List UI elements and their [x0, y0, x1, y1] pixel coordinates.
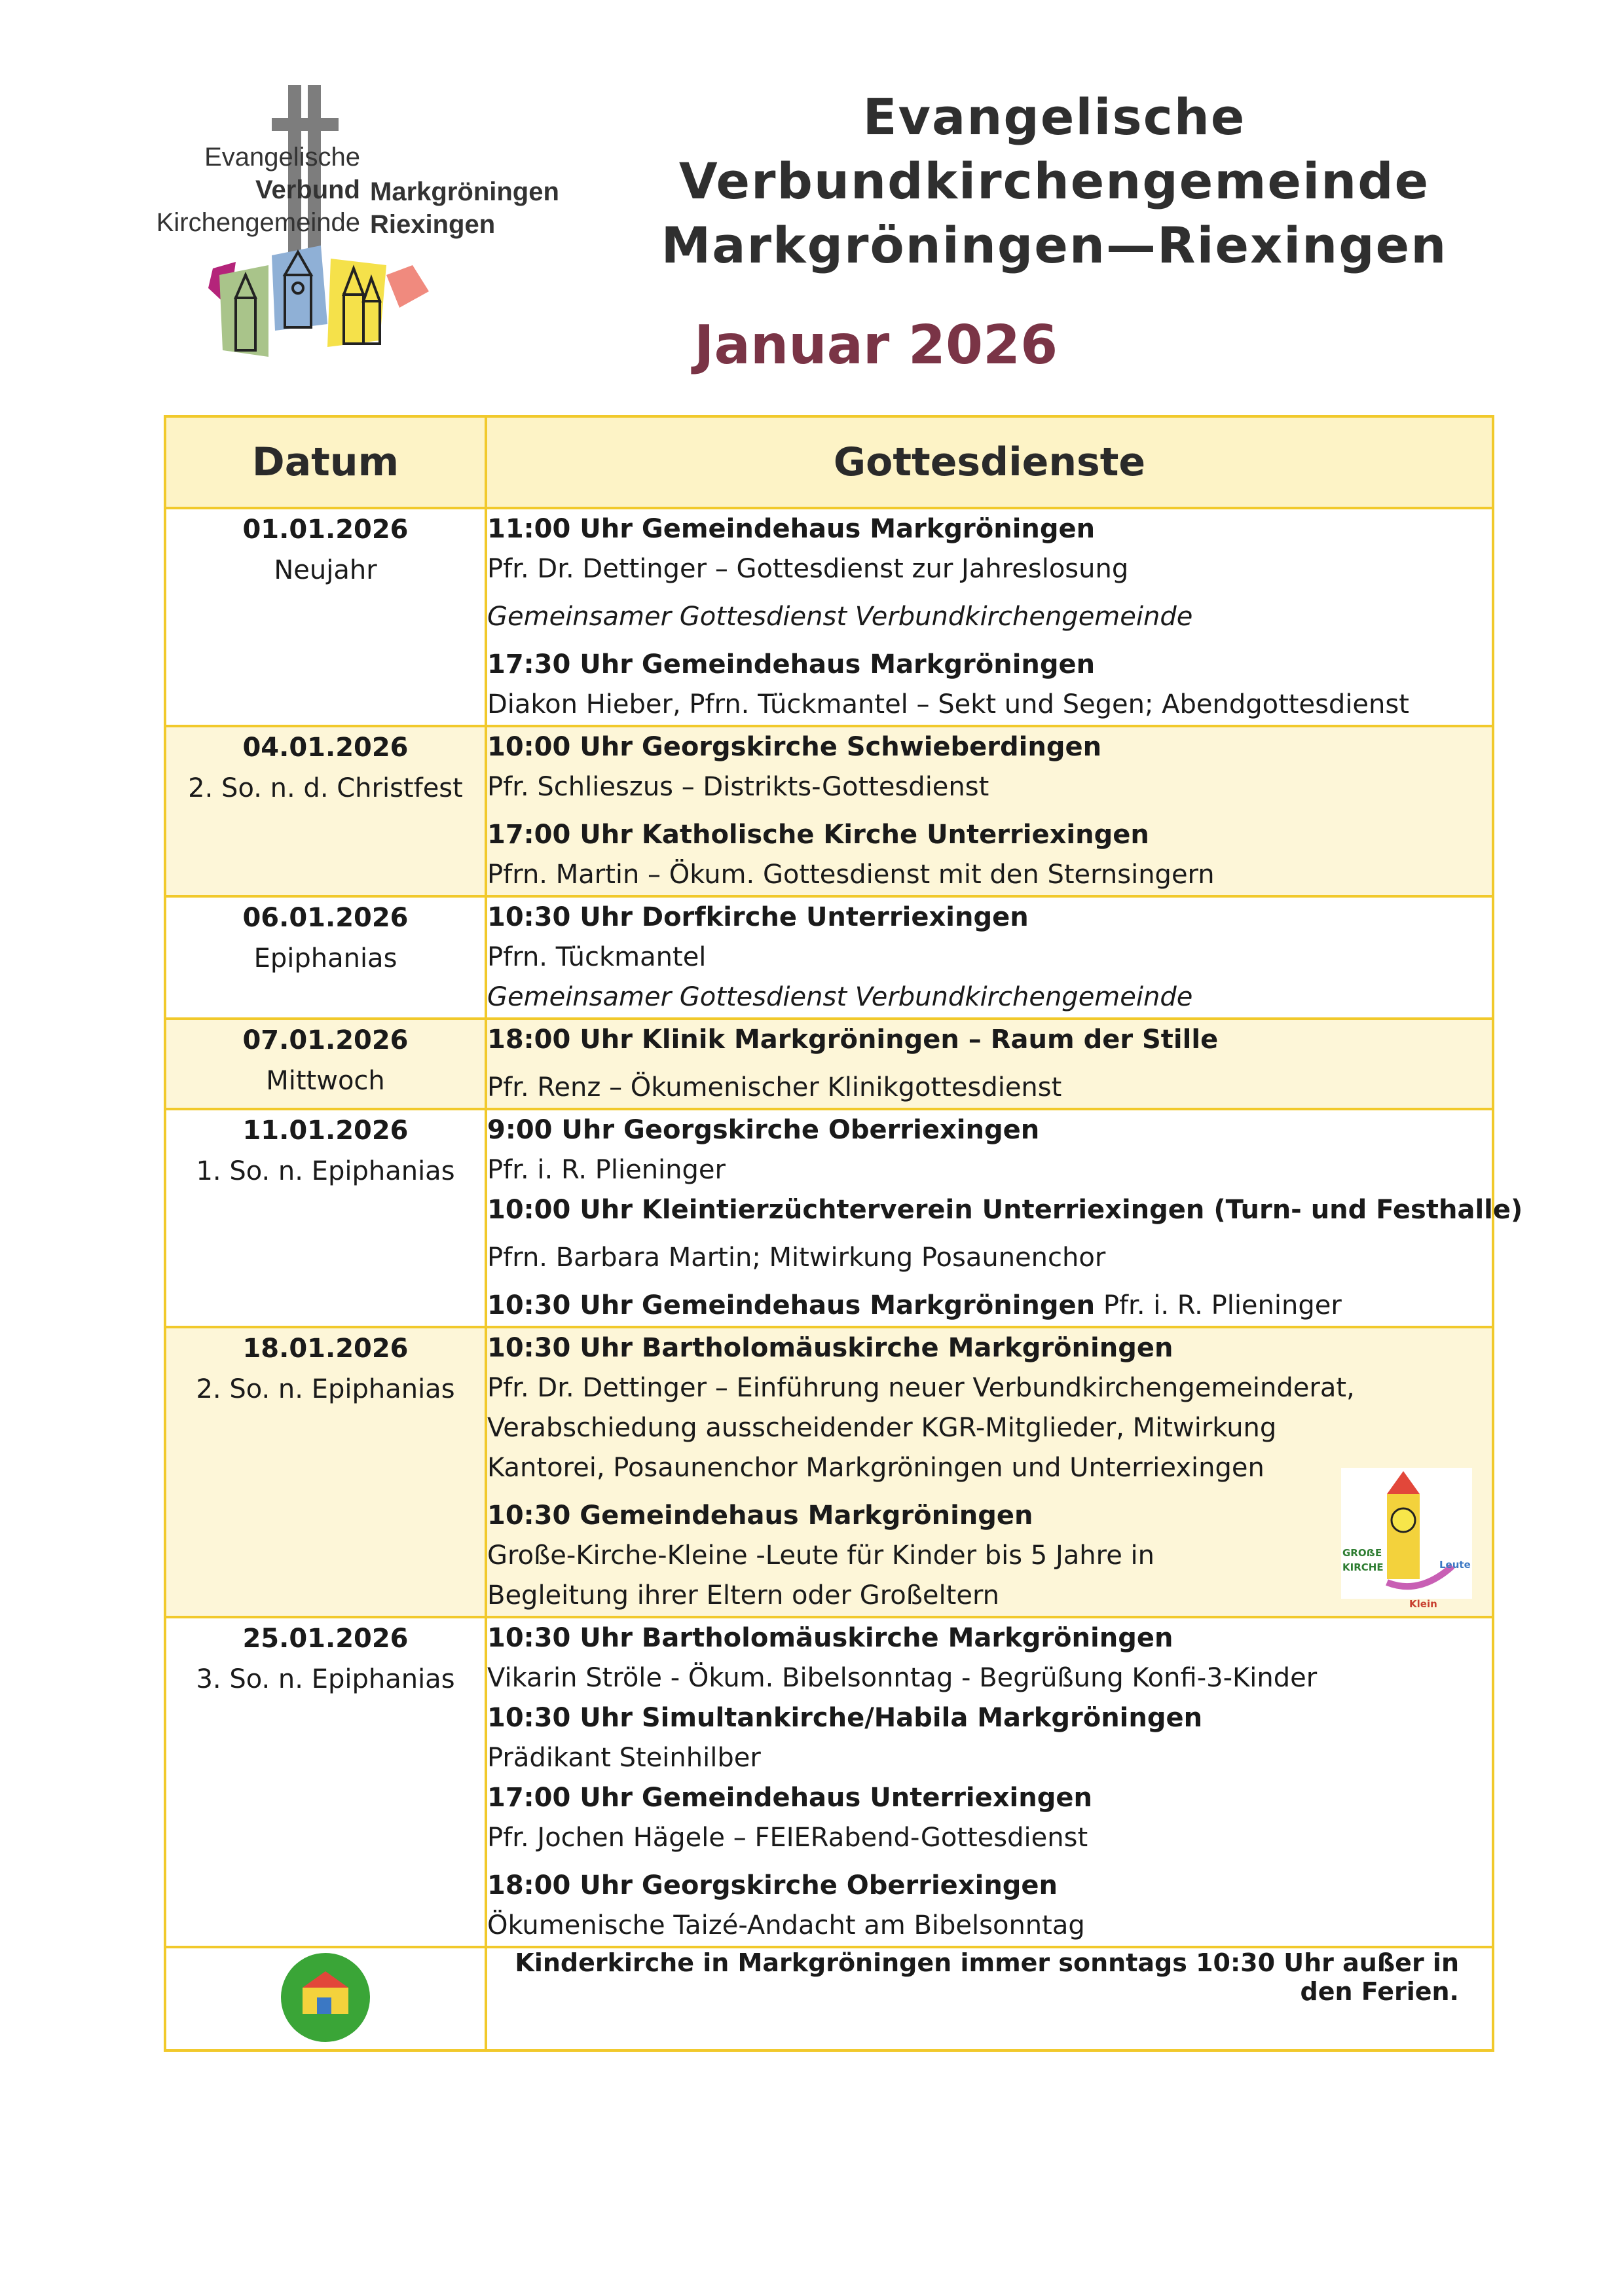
service-text: 18:00 Uhr Klinik Markgröningen – Raum der Stille [487, 1025, 1219, 1055]
service-text: Große-Kirche-Kleine -Leute für Kinder bis 5 Jahre in [487, 1540, 1154, 1571]
service-text: 11:00 Uhr Gemeindehaus Markgröningen [487, 514, 1096, 544]
service-heading [487, 815, 1492, 855]
service-text: Ökumenische Taizé-Andacht am Bibelsonntag [487, 1910, 1085, 1941]
logo-line-markgroeningen: Markgröningen [370, 177, 559, 206]
date-cell [165, 1019, 486, 1109]
service-text: Pfr. i. R. Plieninger [487, 1155, 726, 1185]
service-heading [487, 1866, 1492, 1906]
service-detail [487, 767, 1492, 807]
table-row [165, 896, 1493, 1019]
title-line-3: Markgröningen—Riexingen [661, 216, 1448, 274]
logo-line-riexingen: Riexingen [370, 210, 496, 239]
service-date: 01.01.2026 [242, 515, 409, 545]
service-text: 9:00 Uhr Georgskirche Oberriexingen [487, 1115, 1040, 1145]
service-text: Pfr. Jochen Hägele – FEIERabend-Gottesdienst [487, 1823, 1088, 1853]
table-row [165, 1109, 1493, 1327]
service-text: Verabschiedung ausscheidender KGR-Mitglieder, Mitwirkung [487, 1413, 1277, 1443]
service-text: Gemeinsamer Gottesdienst Verbundkirchengemeinde [487, 982, 1193, 1012]
liturgical-day: Neujahr [274, 555, 377, 585]
service-detail [487, 1368, 1492, 1408]
service-heading [487, 898, 1492, 938]
liturgical-day: 2. So. n. Epiphanias [196, 1374, 455, 1404]
service-text: 17:00 Uhr Katholische Kirche Unterriexingen [487, 820, 1149, 850]
service-heading [487, 509, 1492, 549]
date-cell [165, 1109, 486, 1327]
service-text: 10:00 Uhr Georgskirche Schwieberdingen [487, 732, 1102, 762]
table-row [165, 508, 1493, 726]
service-heading [487, 1328, 1492, 1368]
service-heading [487, 1190, 1523, 1230]
service-heading [487, 1698, 1492, 1738]
service-text: Kantorei, Posaunenchor Markgröningen und Unterriexingen [487, 1453, 1264, 1483]
liturgical-day: 3. So. n. Epiphanias [196, 1664, 455, 1694]
badge-text-kirche: KIRCHE [1342, 1561, 1384, 1573]
service-text: 10:30 Uhr Gemeindehaus Markgröningen [487, 1290, 1096, 1321]
badge-text-klein: Klein [1409, 1598, 1437, 1610]
service-text: 10:30 Uhr Bartholomäuskirche Markgröningen [487, 1623, 1173, 1653]
service-text: Begleitung ihrer Eltern oder Großeltern [487, 1580, 1000, 1611]
service-detail [487, 1238, 1492, 1278]
service-text: Gemeinsamer Gottesdienst Verbundkirchengemeinde [487, 602, 1193, 632]
date-cell [165, 1327, 486, 1617]
service-text: 10:30 Gemeindehaus Markgröningen [487, 1501, 1033, 1531]
service-text: 10:00 Uhr Kleintierzüchterverein Unterriexingen (Turn- und Festhalle) [487, 1195, 1523, 1225]
services-cell [486, 1019, 1493, 1109]
grosse-kirche-kleine-leute-badge [1341, 1468, 1472, 1610]
service-heading [487, 1110, 1492, 1150]
services-table [164, 415, 1523, 2052]
service-text: 17:00 Uhr Gemeindehaus Unterriexingen [487, 1783, 1092, 1813]
footer-row [165, 1947, 1493, 2050]
service-date: 25.01.2026 [242, 1624, 409, 1654]
yellow-tile [327, 259, 386, 347]
service-text: Vikarin Ströle - Ökum. Bibelsonntag - Begrüßung Konfi-3-Kinder [487, 1663, 1318, 1693]
title-line-1: Evangelische [862, 88, 1246, 146]
date-cell [165, 726, 486, 896]
service-officiant: Pfr. i. R. Plieninger [1095, 1290, 1342, 1321]
service-text: 10:30 Uhr Bartholomäuskirche Markgröningen [487, 1333, 1173, 1363]
table-row [165, 726, 1493, 896]
liturgical-day: Epiphanias [253, 943, 397, 974]
services-cell [486, 508, 1493, 726]
badge-text-grosse: GROẞE [1342, 1547, 1382, 1559]
liturgical-day: 2. So. n. d. Christfest [188, 773, 463, 803]
table-header-row [165, 416, 1493, 508]
service-date: 18.01.2026 [242, 1334, 409, 1364]
service-text: Pfr. Dr. Dettinger – Einführung neuer Verbundkirchengemeinderat, [487, 1373, 1355, 1403]
logo-right-text [370, 175, 559, 241]
service-detail [487, 1408, 1492, 1448]
logo-left-text [157, 141, 360, 239]
service-heading [487, 1778, 1492, 1818]
logo-line-kirchengemeinde: Kirchengemeinde [156, 208, 360, 237]
service-detail [487, 597, 1492, 637]
service-detail [487, 1658, 1492, 1698]
service-heading [487, 1020, 1492, 1060]
table-body [165, 508, 1523, 1947]
table-row [165, 1019, 1493, 1109]
footer-note: Kinderkirche in Markgröningen immer sonntags 10:30 Uhr außer in den Ferien. [486, 1947, 1493, 2050]
table-row [165, 1617, 1493, 1947]
service-detail [487, 1068, 1492, 1108]
service-detail [487, 1818, 1492, 1858]
date-cell [165, 508, 486, 726]
service-text: Pfrn. Barbara Martin; Mitwirkung Posaunenchor [487, 1243, 1106, 1273]
service-heading [487, 727, 1492, 767]
service-text: Pfr. Dr. Dettinger – Gottesdienst zur Jahreslosung [487, 554, 1129, 584]
date-cell [165, 896, 486, 1019]
title-line-2: Verbundkirchengemeinde [678, 152, 1430, 210]
coral-tile [386, 265, 429, 308]
service-text: Pfrn. Martin – Ökum. Gottesdienst mit den Sternsingern [487, 860, 1215, 890]
page-title [629, 85, 1480, 278]
church-logo [72, 79, 570, 360]
service-detail [487, 855, 1492, 895]
services-cell [486, 1327, 1493, 1617]
blue-tile [272, 246, 327, 331]
liturgical-day: 1. So. n. Epiphanias [196, 1156, 455, 1186]
logo-line-evangelische: Evangelische [204, 143, 360, 172]
service-detail [487, 549, 1492, 589]
service-text: Diakon Hieber, Pfrn. Tückmantel – Sekt und Segen; Abendgottesdienst [487, 689, 1409, 720]
service-detail [487, 977, 1492, 1017]
service-detail [487, 1150, 1492, 1190]
services-cell [486, 726, 1493, 896]
service-date: 04.01.2026 [242, 733, 409, 763]
service-text: Prädikant Steinhilber [487, 1743, 761, 1773]
table-row [165, 1327, 1493, 1617]
service-text: 10:30 Uhr Simultankirche/Habila Markgröningen [487, 1703, 1203, 1733]
service-text: Pfrn. Tückmantel [487, 942, 707, 972]
service-detail [487, 1738, 1492, 1778]
service-date: 11.01.2026 [242, 1116, 409, 1146]
service-date: 07.01.2026 [242, 1025, 409, 1055]
service-detail [487, 685, 1492, 725]
service-text: Pfr. Renz – Ökumenischer Klinikgottesdienst [487, 1072, 1062, 1102]
service-text: 18:00 Uhr Georgskirche Oberriexingen [487, 1870, 1058, 1901]
header-gottesdienste: Gottesdienste [486, 416, 1493, 508]
service-date: 06.01.2026 [242, 903, 409, 933]
service-heading [487, 1618, 1492, 1658]
logo-line-verbund: Verbund [255, 175, 360, 204]
kinderkirche-logo [276, 1948, 375, 2047]
service-detail [487, 938, 1492, 977]
services-cell [486, 1617, 1493, 1947]
services-cell [486, 896, 1493, 1019]
kinderkirche-logo-cell [165, 1947, 486, 2050]
service-text: 17:30 Uhr Gemeindehaus Markgröningen [487, 649, 1096, 680]
badge-text-leute: Leute [1439, 1559, 1471, 1571]
service-text: Pfr. Schlieszus – Distrikts-Gottesdienst [487, 772, 989, 802]
header-datum: Datum [165, 416, 486, 508]
service-heading [487, 1286, 1492, 1326]
date-cell [165, 1617, 486, 1947]
liturgical-day: Mittwoch [266, 1066, 385, 1096]
service-text: 10:30 Uhr Dorfkirche Unterriexingen [487, 902, 1029, 932]
services-cell [486, 1109, 1523, 1327]
service-detail [487, 1906, 1492, 1946]
service-heading [487, 645, 1492, 685]
month-heading: Januar 2026 [694, 314, 1058, 376]
